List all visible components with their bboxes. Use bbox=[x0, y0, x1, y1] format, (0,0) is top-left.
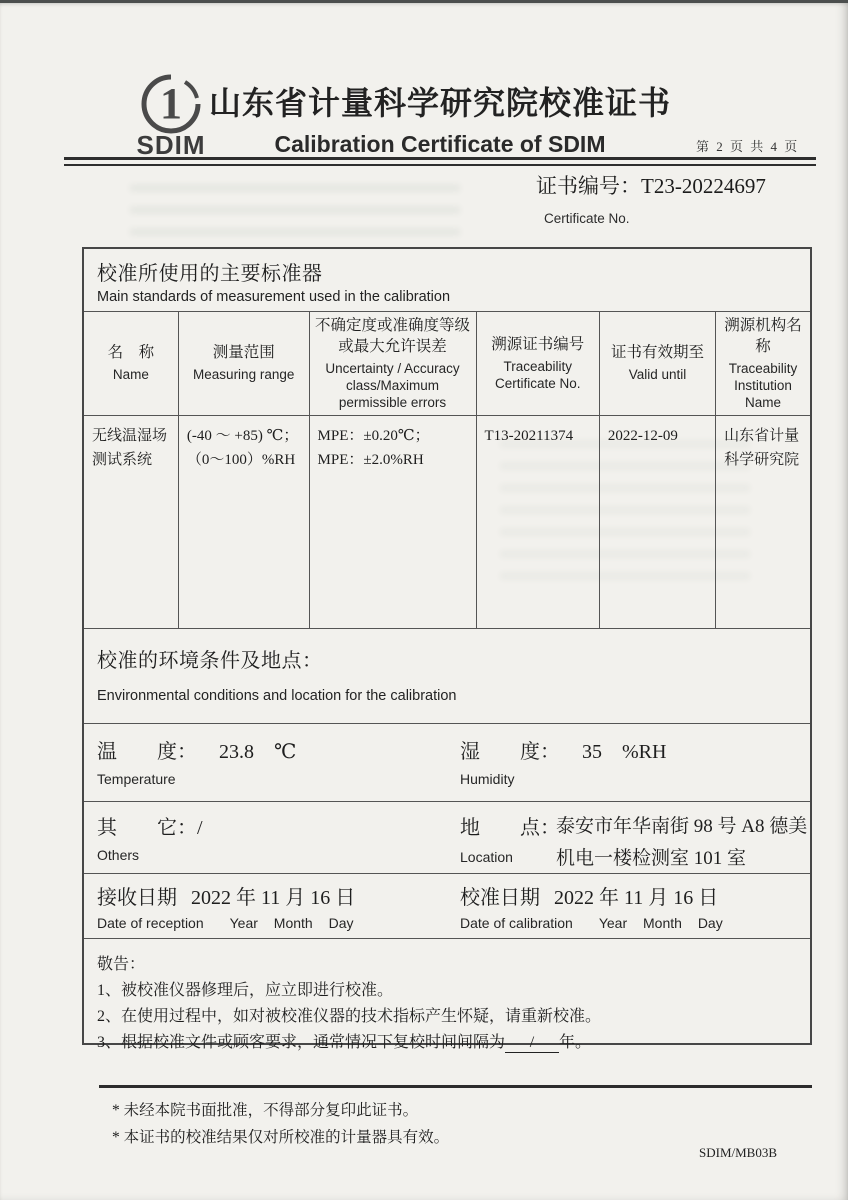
others-location-row bbox=[84, 802, 810, 874]
col-header-uncertainty: 不确定度或准确度等级或最大允许误差 Uncertainty / Accuracy class/Maximum permissible errors bbox=[309, 312, 476, 416]
calibration-date-value: 2022 年 11 月 16 日 bbox=[554, 887, 719, 910]
location-label: 地 点： bbox=[460, 817, 560, 840]
standards-table-header-row bbox=[84, 312, 810, 416]
calibration-ymd-en: Year Month Day bbox=[598, 915, 723, 932]
others-label: 其 它： bbox=[97, 817, 197, 840]
standards-table-row bbox=[84, 416, 810, 629]
sdim-logo-icon bbox=[141, 74, 201, 134]
reception-date-label: 接收日期 bbox=[97, 887, 177, 910]
location-field bbox=[447, 802, 810, 873]
cell-mpe: MPE：±0.20℃； MPE：±2.0%RH bbox=[309, 416, 476, 629]
certificate-number-value: T23-20224697 bbox=[641, 174, 766, 198]
humidity-unit: %RH bbox=[622, 741, 667, 764]
notice-item-2: 2、在使用过程中，如对被校准仪器的技术指标产生怀疑，请重新校准。 bbox=[97, 1008, 602, 1026]
environment-section-title bbox=[84, 629, 810, 724]
humidity-label-en: Humidity bbox=[460, 771, 515, 788]
humidity-field bbox=[447, 724, 810, 801]
reception-date-field bbox=[84, 874, 447, 938]
dates-row bbox=[84, 874, 810, 939]
humidity-label: 湿 度： bbox=[460, 741, 560, 764]
others-value: / bbox=[197, 817, 203, 840]
cell-standard-name: 无线温湿场测试系统 bbox=[84, 416, 178, 629]
header-divider bbox=[64, 157, 816, 166]
page-number: 第 2 页 共 4 页 bbox=[696, 139, 800, 154]
form-code: SDIM/MB03B bbox=[699, 1145, 778, 1160]
svg-text:1: 1 bbox=[160, 79, 182, 128]
temperature-humidity-row bbox=[84, 724, 810, 802]
humidity-value: 35 bbox=[582, 741, 602, 764]
certificate-number-block bbox=[536, 170, 766, 226]
location-value-line1: 泰安市年华南街 98 号 A8 德美 bbox=[556, 816, 808, 838]
location-label-en: Location bbox=[460, 848, 513, 865]
standards-title-zh: 校准所使用的主要标准器 bbox=[97, 263, 323, 285]
cell-traceability-cert-no: T13-20211374 bbox=[476, 416, 599, 629]
cell-measuring-range: (-40 ～ +85) ℃； （0～100）%RH bbox=[178, 416, 309, 629]
temperature-field bbox=[84, 724, 447, 801]
calibration-date-label: 校准日期 bbox=[460, 887, 540, 910]
temperature-unit: ℃ bbox=[274, 741, 297, 764]
footer-notes bbox=[112, 1098, 449, 1151]
certificate-body bbox=[82, 247, 812, 1052]
title-chinese: 山东省计量科学研究院校准证书 bbox=[208, 85, 671, 121]
scan-bleedthrough-artifact bbox=[130, 178, 460, 236]
certificate-number-label: 证书编号： bbox=[536, 174, 641, 198]
col-header-valid-until: 证书有效期至 Valid until bbox=[599, 312, 715, 416]
notice-section bbox=[84, 939, 810, 1056]
standards-section-title bbox=[84, 249, 810, 312]
title-english: Calibration Certificate of SDIM bbox=[274, 131, 606, 157]
cell-institution: 山东省计量科学研究院 bbox=[716, 416, 810, 629]
footer-note-1: * 未经本院书面批准，不得部分复印此证书。 bbox=[112, 1102, 419, 1119]
footer-divider bbox=[99, 1085, 812, 1088]
col-header-name: 名 称 Name bbox=[84, 312, 178, 416]
certificate-number-label-en: Certificate No. bbox=[544, 211, 630, 226]
calibration-date-field bbox=[447, 874, 810, 938]
temperature-value: 23.8 bbox=[219, 741, 254, 764]
location-value-line2: 机电一楼检测室 101 室 bbox=[556, 848, 747, 870]
environment-title-en: Environmental conditions and location for the calibration bbox=[97, 688, 457, 705]
notice-item-1: 1、被校准仪器修理后，应立即进行校准。 bbox=[97, 982, 394, 1000]
col-header-traceability-cert-no: 溯源证书编号 Traceability Certificate No. bbox=[476, 312, 599, 416]
standards-table bbox=[84, 312, 810, 629]
col-header-institution: 溯源机构名称 Traceability Institution Name bbox=[716, 312, 810, 416]
environment-title-zh: 校准的环境条件及地点： bbox=[97, 650, 323, 673]
col-header-measuring-range: 测量范围 Measuring range bbox=[178, 312, 309, 416]
cell-valid-until: 2022-12-09 bbox=[599, 416, 715, 629]
reception-date-label-en: Date of reception bbox=[97, 915, 204, 932]
temperature-label-en: Temperature bbox=[97, 771, 176, 788]
certificate-number-line bbox=[536, 170, 766, 200]
reception-ymd-en: Year Month Day bbox=[229, 915, 354, 932]
temperature-label: 温 度： bbox=[97, 741, 197, 764]
sdim-logo-text: SDIM bbox=[136, 130, 206, 160]
others-field bbox=[84, 802, 447, 873]
footer-note-2: * 本证书的校准结果仅对所校准的计量器具有效。 bbox=[112, 1128, 450, 1146]
document-titles bbox=[196, 78, 684, 158]
notice-item-3: 3、根据校准文件或顾客要求，通常情况下复校时间间隔为 / 年。 bbox=[97, 1034, 592, 1052]
others-label-en: Others bbox=[97, 847, 140, 864]
recalibration-interval-blank: / bbox=[505, 1034, 559, 1053]
standards-title-en: Main standards of measurement used in the calibration bbox=[97, 289, 451, 305]
reception-date-value: 2022 年 11 月 16 日 bbox=[191, 887, 356, 910]
scan-edge bbox=[0, 0, 848, 3]
calibration-date-label-en: Date of calibration bbox=[460, 915, 573, 932]
notice-title: 敬告： bbox=[97, 956, 146, 974]
